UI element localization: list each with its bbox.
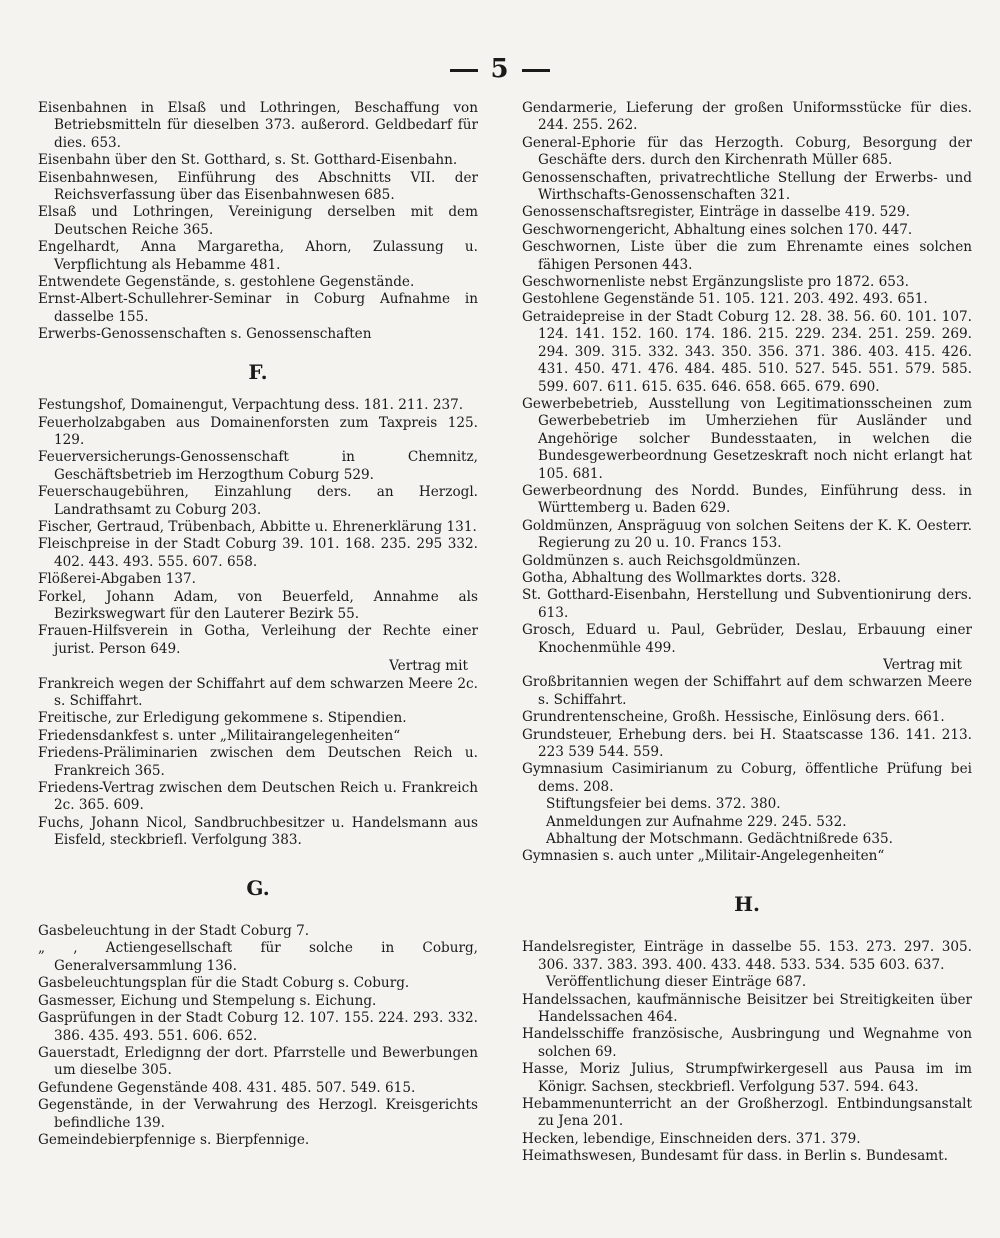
index-entry: Erwerbs-Genossenschaften s. Genossenschaften — [38, 326, 372, 343]
index-entry: Gendarmerie, Lieferung der großen Uniformsstücke für dies. 244. 255. 262. — [522, 100, 972, 134]
index-entry: Entwendete Gegenstände, s. gestohlene Gegenstände. — [38, 274, 415, 291]
index-subentry: Abhaltung der Motschmann. Gedächtnißrede 635. — [546, 831, 893, 848]
index-entry: Fleischpreise in der Stadt Coburg 39. 101. 168. 235. 295 332. 402. 443. 493. 555. 607. 658. — [38, 536, 478, 570]
index-entry: Gymnasien s. auch unter „Militair-Angelegenheiten“ — [522, 848, 885, 865]
index-entry: Gemeindebierpfennige s. Bierpfennige. — [38, 1131, 310, 1148]
index-entry: Grundrentenscheine, Großh. Hessische, Einlösung ders. 661. — [522, 709, 945, 726]
index-entry: Gotha, Abhaltung des Wollmarktes dorts. 328. — [522, 569, 841, 586]
index-entry: Großbritannien wegen der Schiffahrt auf dem schwarzen Meere s. Schiffahrt. — [522, 674, 972, 708]
index-entry: Ernst-Albert-Schullehrer-Seminar in Coburg Aufnahme in dasselbe 155. — [38, 291, 478, 325]
index-entry: Flößerei-Abgaben 137. — [38, 571, 196, 588]
index-entry: St. Gotthard-Eisenbahn, Herstellung und Subventionirung ders. 613. — [522, 587, 972, 621]
index-entry: Geschwornen, Liste über die zum Ehrenamte eines solchen fähigen Personen 443. — [522, 239, 972, 273]
left-entries-g — [38, 923, 478, 1149]
left-entries-f — [38, 397, 478, 850]
index-entry: Handelsregister, Einträge in dasselbe 55. 153. 273. 297. 305. 306. 337. 383. 393. 400. 433. 448. 533. 534. 535 603. 637. — [522, 939, 972, 973]
right-entries-h — [522, 939, 972, 1165]
section-heading-h: H. — [734, 891, 760, 916]
index-entry: „ , Actiengesellschaft für solche in Coburg, Generalversammlung 136. — [38, 940, 478, 974]
index-entry: Festungshof, Domainengut, Verpachtung dess. 181. 211. 237. — [38, 397, 464, 414]
index-entry: Frauen-Hilfsverein in Gotha, Verleihung der Rechte einer jurist. Person 649. — [38, 623, 478, 657]
index-entry: Grosch, Eduard u. Paul, Gebrüder, Deslau, Erbauung einer Knochenmühle 499. — [522, 622, 972, 656]
section-heading-f: F. — [248, 359, 268, 384]
index-entry: Gasbeleuchtung in der Stadt Coburg 7. — [38, 923, 310, 940]
index-entry: Gasmesser, Eichung und Stempelung s. Eichung. — [38, 992, 377, 1009]
index-entry: Gauerstadt, Erledignng der dort. Pfarrstelle und Bewerbungen um dieselbe 305. — [38, 1044, 478, 1079]
right-column — [522, 100, 972, 1166]
index-entry: Hecken, lebendige, Einschneiden ders. 371. 379. — [522, 1130, 861, 1147]
index-entry: Feuerschaugebühren, Einzahlung ders. an Herzogl. Landrathsamt zu Coburg 203. — [38, 484, 478, 518]
index-entry: Goldmünzen, Anspräguug von solchen Seitens der K. K. Oesterr. Regierung zu 20 u. 10. Francs 153. — [522, 517, 972, 552]
index-entry: Elsaß und Lothringen, Vereinigung derselben mit dem Deutschen Reiche 365. — [38, 204, 478, 238]
index-entry: Eisenbahnen in Elsaß und Lothringen, Beschaffung von Betriebsmitteln für dieselben 373. außerord. Geldbedarf für dies. 653. — [38, 100, 478, 151]
header-dash-right — [522, 69, 550, 72]
index-entry: Feuerversicherungs-Genossenschaft in Chemnitz, Geschäftsbetrieb im Herzogthum Coburg 529. — [38, 449, 478, 483]
index-entry: Hebammenunterricht an der Großherzogl. Entbindungsanstalt zu Jena 201. — [522, 1095, 972, 1130]
index-entry: Getraidepreise in der Stadt Coburg 12. 28. 38. 56. 60. 101. 107. 124. 141. 152. 160. 174. 186. 215. 229. 234. 251. 259. 269. 294. 309. 315. 332. 343. 350. 356. 371. 386. 403. 415. 426. 431. 450. 471. 476. 484. 485. 510. 527. 545. 551. 579. 585. 599. 607. 611. 615. 635. 646. 658. 665. 679. 690. — [522, 308, 972, 395]
index-entry: Freitische, zur Erledigung gekommene s. Stipendien. — [38, 710, 407, 727]
index-entry: Handelssachen, kaufmännische Beisitzer bei Streitigkeiten über Handelssachen 464. — [522, 991, 972, 1025]
vertrag-label: Vertrag mit — [389, 658, 468, 675]
index-entry: Friedens-Präliminarien zwischen dem Deutschen Reich u. Frankreich 365. — [38, 745, 478, 779]
index-entry: Genossenschaften, privatrechtliche Stellung der Erwerbs- und Wirthschafts-Genossenschaften 321. — [522, 169, 972, 204]
index-subentry: Anmeldungen zur Aufnahme 229. 245. 532. — [546, 813, 847, 830]
index-entry: Feuerholzabgaben aus Domainenforsten zum Taxpreis 125. 129. — [38, 414, 478, 448]
index-entry: Gasbeleuchtungsplan für die Stadt Coburg s. Coburg. — [38, 975, 410, 992]
index-entry: Forkel, Johann Adam, von Beuerfeld, Annahme als Bezirkswegwart für den Lauterer Bezirk 55. — [38, 588, 478, 622]
index-entry: Friedens-Vertrag zwischen dem Deutschen Reich u. Frankreich 2c. 365. 609. — [38, 780, 478, 814]
page-number — [0, 54, 1000, 84]
index-subentry: Stiftungsfeier bei dems. 372. 380. — [546, 796, 781, 813]
index-entry: Heimathswesen, Bundesamt für dass. in Berlin s. Bundesamt. — [522, 1148, 948, 1165]
index-entry: Gasprüfungen in der Stadt Coburg 12. 107. 155. 224. 293. 332. 386. 435. 493. 551. 606. 652. — [38, 1010, 478, 1044]
index-entry: Handelsschiffe französische, Ausbringung und Wegnahme von solchen 69. — [522, 1026, 972, 1060]
index-entry: Fischer, Gertraud, Trübenbach, Abbitte u. Ehrenerklärung 131. — [38, 518, 477, 535]
index-subentry: Veröffentlichung dieser Einträge 687. — [546, 974, 807, 991]
index-entry: Grundsteuer, Erhebung ders. bei H. Staatscasse 136. 141. 213. 223 539 544. 559. — [522, 726, 972, 761]
index-entry: Gewerbebetrieb, Ausstellung von Legitimationsscheinen zum Gewerbebetrieb im Umherziehen für Ausländer und Angehörige solcher Bundesstaaten, in welchen die Bundesgewerbeordnung Gesetzeskraft noch nicht erlangt hat 105. 681. — [522, 395, 972, 482]
right-entries-g — [522, 100, 972, 866]
index-entry: Gymnasium Casimirianum zu Coburg, öffentliche Prüfung bei dems. 208. — [522, 761, 972, 795]
index-entry: Gewerbeordnung des Nordd. Bundes, Einführung dess. in Württemberg u. Baden 629. — [522, 482, 972, 517]
index-entry: Geschwornengericht, Abhaltung eines solchen 170. 447. — [522, 221, 913, 238]
index-entry: Engelhardt, Anna Margaretha, Ahorn, Zulassung u. Verpflichtung als Hebamme 481. — [38, 239, 478, 273]
index-entry: Hasse, Moriz Julius, Strumpfwirkergesell aus Pausa im im Königr. Sachsen, steckbriefl. Verfolgung 537. 594. 643. — [522, 1061, 972, 1095]
left-column — [38, 100, 478, 1149]
index-entry: Gegenstände, in der Verwahrung des Herzogl. Kreisgerichts befindliche 139. — [38, 1097, 478, 1131]
section-heading-g: G. — [246, 875, 270, 900]
header-dash-left — [450, 69, 478, 72]
index-entry: Geschwornenliste nebst Ergänzungsliste pro 1872. 653. — [522, 274, 909, 291]
index-entry: Eisenbahnwesen, Einführung des Abschnitts VII. der Reichsverfassung über das Eisenbahnwesen 685. — [38, 169, 478, 204]
index-entry: Frankreich wegen der Schiffahrt auf dem schwarzen Meere 2c. s. Schiffahrt. — [38, 675, 478, 709]
index-entry: Friedensdankfest s. unter „Militairangelegenheiten“ — [38, 727, 401, 744]
index-entry: General-Ephorie für das Herzogth. Coburg, Besorgung der Geschäfte ders. durch den Kirchenrath Müller 685. — [522, 134, 972, 169]
index-entry: Genossenschaftsregister, Einträge in dasselbe 419. 529. — [522, 204, 910, 221]
left-entries-e — [38, 100, 478, 344]
index-entry: Eisenbahn über den St. Gotthard, s. St. Gotthard-Eisenbahn. — [38, 152, 458, 169]
index-entry: Goldmünzen s. auch Reichsgoldmünzen. — [522, 552, 801, 569]
index-entry: Gestohlene Gegenstände 51. 105. 121. 203. 492. 493. 651. — [522, 291, 928, 308]
index-entry: Gefundene Gegenstände 408. 431. 485. 507. 549. 615. — [38, 1079, 416, 1096]
index-entry: Fuchs, Johann Nicol, Sandbruchbesitzer u. Handelsmann aus Eisfeld, steckbriefl. Verfolgung 383. — [38, 814, 478, 849]
page-number-text: 5 — [490, 54, 510, 84]
vertrag-label: Vertrag mit — [883, 657, 962, 673]
